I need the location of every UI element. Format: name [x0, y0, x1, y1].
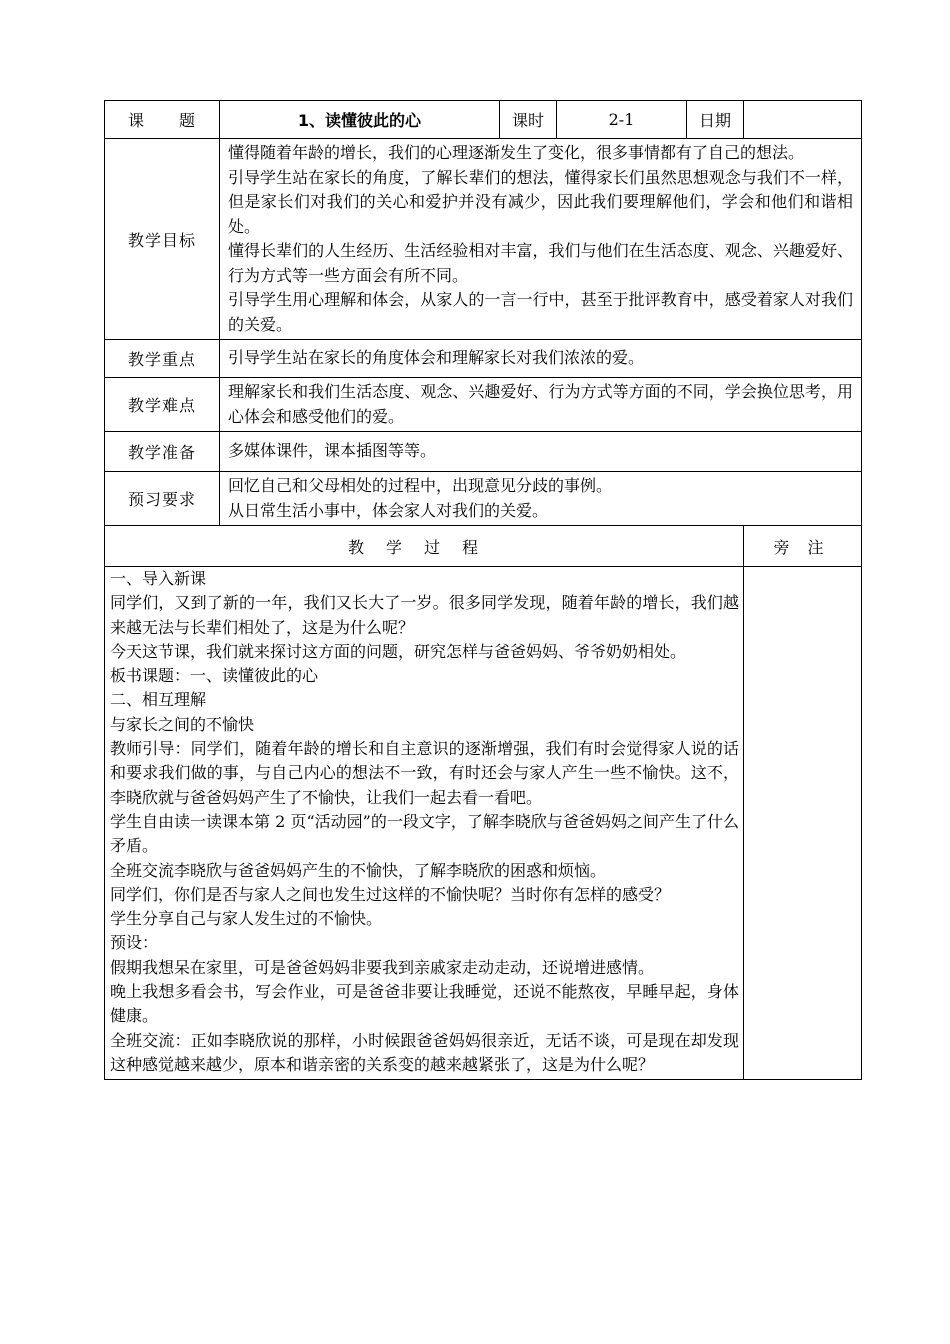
process-paragraph: 晚上我想多看会书，写会作业，可是爸爸非要让我睡觉，还说不能熬夜，早睡早起，身体健康。 [110, 982, 739, 1026]
process-paragraph: 板书课题：一、读懂彼此的心 [110, 666, 319, 686]
key-points-content: 引导学生站在家长的角度体会和理解家长对我们浓浓的爱。 [220, 340, 862, 378]
difficulties-label: 教学难点 [105, 378, 220, 432]
preview-line: 回忆自己和父母相处的过程中，出现意见分歧的事例。 [228, 476, 613, 495]
objective-line: 引导学生站在家长的角度，了解长辈们的想法，懂得家长们虽然思想观念与我们不一样，但是家长们对我们的关心和爱护并没有减少，因此我们要理解他们，学会和他们和谐相处。 [228, 167, 853, 236]
preparation-content: 多媒体课件，课本插图等等。 [220, 432, 862, 472]
notes-heading: 旁注 [744, 526, 862, 567]
difficulties-row [105, 378, 862, 432]
process-paragraph: 今天这节课，我们就来探讨这方面的问题，研究怎样与爸爸妈妈、爷爷奶奶相处。 [110, 641, 687, 661]
process-paragraph: 学生自由读一读课本第 2 页“活动园”的一段文字，了解李晓欣与爸爸妈妈之间产生了什么矛盾。 [110, 811, 739, 856]
key-points-label: 教学重点 [105, 340, 220, 378]
key-points-row [105, 340, 862, 378]
difficulties-content: 理解家长和我们生活态度、观念、兴趣爱好、行为方式等方面的不同，学会换位思考，用心体会和感受他们的爱。 [220, 378, 862, 432]
process-heading: 教学过程 [105, 526, 744, 567]
objective-line: 懂得随着年龄的增长，我们的心理逐渐发生了变化，很多事情都有了自己的想法。 [228, 143, 805, 162]
process-paragraph: 教师引导：同学们，随着年龄的增长和自主意识的逐渐增强，我们有时会觉得家人说的话和要求我们做的事，与自己内心的想法不一致，有时还会与家人产生一些不愉快。这不，李晓欣就与爸爸妈妈产生了不愉快，让我们一起去看一看吧。 [110, 739, 739, 807]
preparation-label: 教学准备 [105, 432, 220, 472]
header-row [105, 101, 862, 139]
topic-label: 课 题 [105, 101, 220, 139]
preview-content [220, 472, 862, 526]
process-row [105, 567, 862, 1080]
preview-line: 从日常生活小事中，体会家人对我们的关爱。 [228, 500, 549, 520]
process-paragraph: 假期我想呆在家里，可是爸爸妈妈非要我到亲戚家走动走动，还说增进感情。 [110, 957, 655, 977]
process-paragraph: 二、相互理解 [110, 690, 207, 710]
objectives-row [105, 139, 862, 340]
date-label: 日期 [687, 101, 744, 139]
process-paragraph: 学生分享自己与家人发生过的不愉快。 [110, 909, 383, 929]
period-label: 课时 [500, 101, 557, 139]
objective-line: 引导学生用心理解和体会，从家人的一言一行中，甚至于批评教育中，感受着家人对我们的关爱。 [228, 290, 853, 334]
process-heading-row [105, 526, 862, 567]
process-paragraph: 全班交流：正如李晓欣说的那样，小时候跟爸爸妈妈很亲近，无话不谈，可是现在却发现这种感觉越来越少，原本和谐亲密的关系变的越来越紧张了，这是为什么呢？ [110, 1030, 739, 1074]
objective-line: 懂得长辈们的人生经历、生活经验相对丰富，我们与他们在生活态度、观念、兴趣爱好、行为方式等一些方面会有所不同。 [228, 241, 853, 285]
objectives-label: 教学目标 [105, 139, 220, 340]
preview-label: 预习要求 [105, 472, 220, 526]
process-paragraph: 全班交流李晓欣与爸爸妈妈产生的不愉快，了解李晓欣的困惑和烦恼。 [110, 860, 607, 880]
side-notes-cell [744, 567, 862, 1080]
preparation-row [105, 432, 862, 472]
process-paragraph: 同学们，你们是否与家人之间也发生过这样的不愉快呢？当时你有怎样的感受？ [110, 884, 671, 904]
process-paragraph: 一、导入新课 [110, 569, 207, 588]
process-paragraph: 与家长之间的不愉快 [110, 714, 255, 734]
preview-row [105, 472, 862, 526]
date-value [744, 101, 862, 139]
process-paragraph: 预设： [110, 933, 159, 953]
period-value: 2-1 [557, 101, 687, 139]
process-paragraph: 同学们，又到了新的一年，我们又长大了一岁。很多同学发现，随着年龄的增长，我们越来越无法与长辈们相处了，这是为什么呢？ [110, 593, 739, 637]
process-content [105, 567, 744, 1080]
lesson-title: 1、读懂彼此的心 [220, 101, 500, 139]
lesson-plan-table [104, 100, 862, 1080]
objectives-content [220, 139, 862, 340]
lesson-plan-sheet [104, 100, 861, 1080]
